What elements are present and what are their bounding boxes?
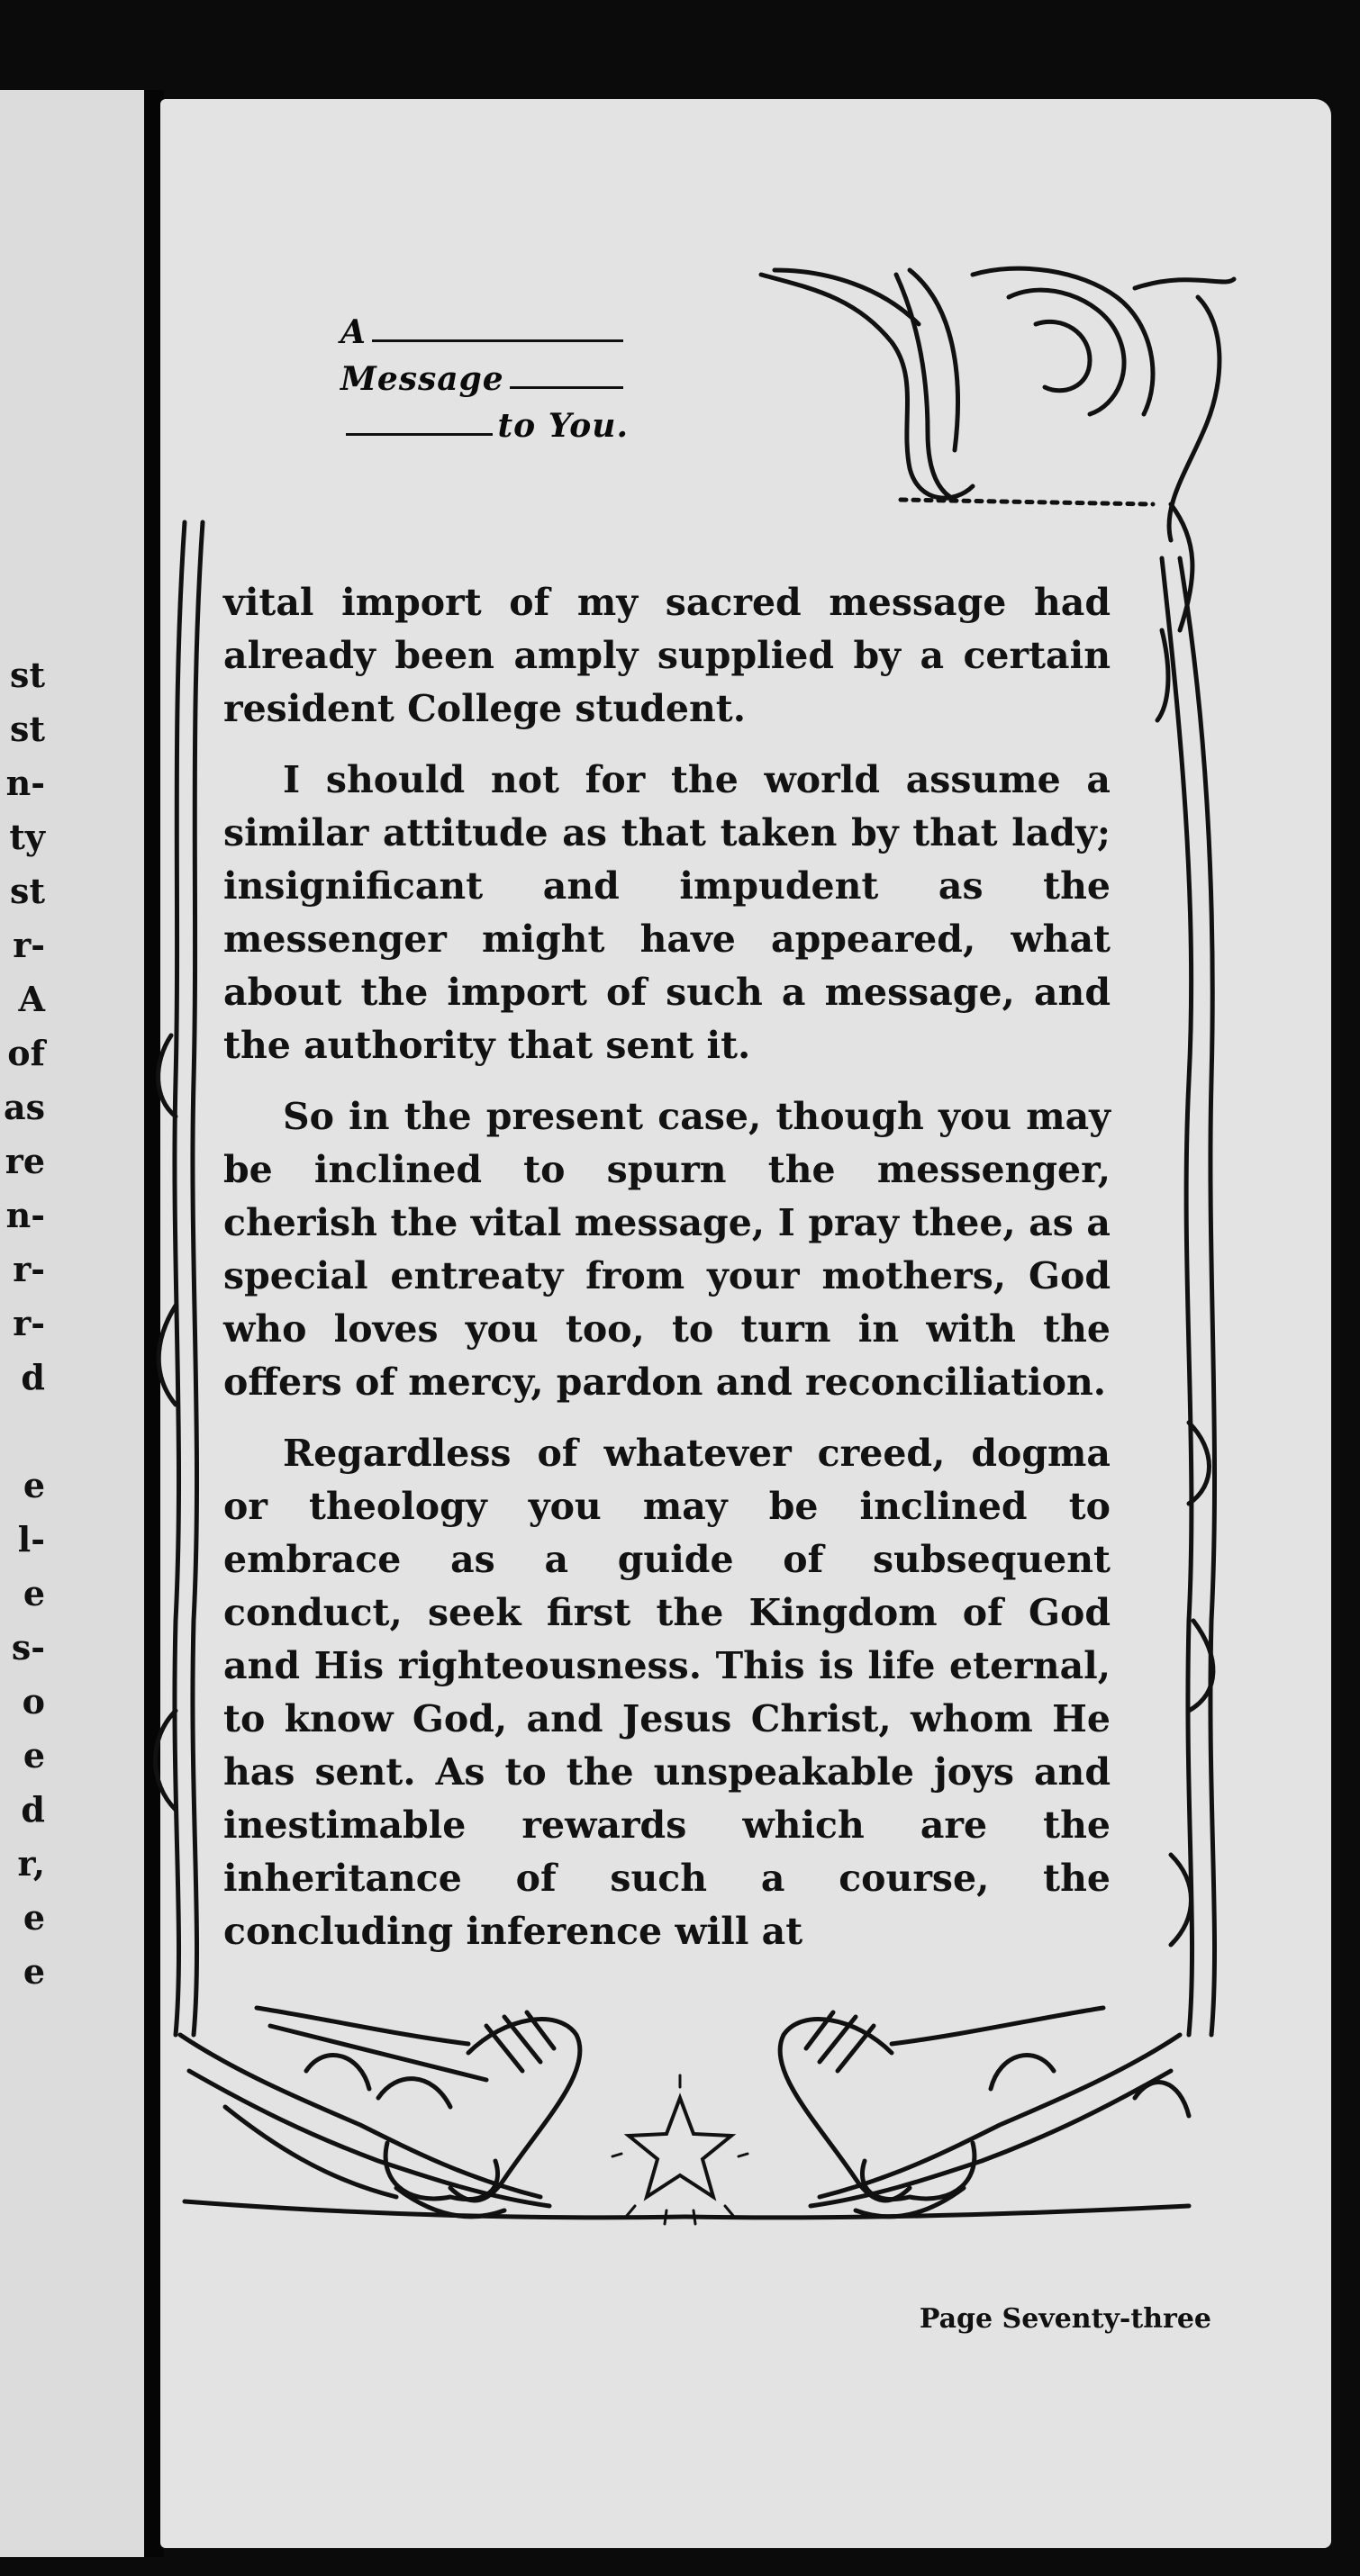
previous-page-line-ending: r, [17, 1843, 45, 1884]
previous-page-line-ending: e [23, 1573, 45, 1613]
page-number: Page Seventy-three [919, 2303, 1211, 2335]
heading-rule-2 [510, 386, 623, 389]
previous-page-line-ending: d [21, 1357, 45, 1397]
body-text [223, 576, 1111, 1976]
previous-page-line-ending: r- [13, 1303, 45, 1343]
previous-page-line-ending: l- [17, 1519, 45, 1559]
previous-page-line-ending: d [21, 1789, 45, 1830]
heading-rule-3 [346, 433, 493, 436]
paragraph-2: I should not for the world assume a similar attitude as that taken by that lady; insignificant and impudent as the messenger might have appeared, what about the import of such a message, and the authority that sent it. [223, 758, 1111, 1067]
previous-page-line-ending: e [23, 1735, 45, 1776]
previous-page-line-ending: st [10, 871, 45, 911]
previous-page-line-ending: st [10, 655, 45, 695]
heading-line-1 [340, 304, 629, 351]
previous-page-line-ending: o [22, 1681, 45, 1722]
previous-page-line-ending: st [10, 709, 45, 749]
heading-line-3 [340, 398, 629, 445]
heading-rule-1 [372, 339, 623, 342]
paragraph-3: So in the present case, though you may be inclined to spurn the messenger, cherish the vital message, I pray thee, as a special entreaty from your mothers, God who loves you too, to turn in with the offers of mercy, pardon and reconciliation. [223, 1095, 1111, 1404]
previous-page-line-ending: e [23, 1897, 45, 1938]
previous-page-line-ending: e [23, 1951, 45, 1992]
previous-page-line-ending: r- [13, 925, 45, 965]
paragraph-1: vital import of my sacred message had already been amply supplied by a certain resident College student. [223, 581, 1111, 730]
previous-page-line-ending: A [18, 979, 45, 1019]
previous-page-line-ending: re [5, 1141, 45, 1181]
previous-page-line-ending: as [3, 1087, 45, 1127]
previous-page-line-ending: n- [5, 763, 45, 803]
heading-word-message: Message [340, 360, 504, 398]
previous-page-line-ending: r- [13, 1249, 45, 1289]
previous-page-line-ending: ty [9, 817, 45, 857]
message-heading [340, 304, 629, 445]
previous-page-line-ending: e [23, 1465, 45, 1505]
previous-page-line-ending: s- [11, 1627, 45, 1668]
heading-line-2 [340, 351, 629, 398]
heading-word-a: A [340, 313, 367, 351]
heading-word-to-you: to You. [497, 407, 629, 445]
previous-page-line-ending: of [7, 1033, 45, 1073]
paragraph-4: Regardless of whatever creed, dogma or theology you may be inclined to embrace as a guide of subsequent conduct, seek first the Kingdom of God and His righteousness. This is life eternal, to know God, and Jesus Christ, whom He has sent. As to the unspeakable joys and inestimable rewards which are the inheritance of such a course, the concluding inference will at [223, 1432, 1111, 1953]
previous-page-line-ending: n- [5, 1195, 45, 1235]
